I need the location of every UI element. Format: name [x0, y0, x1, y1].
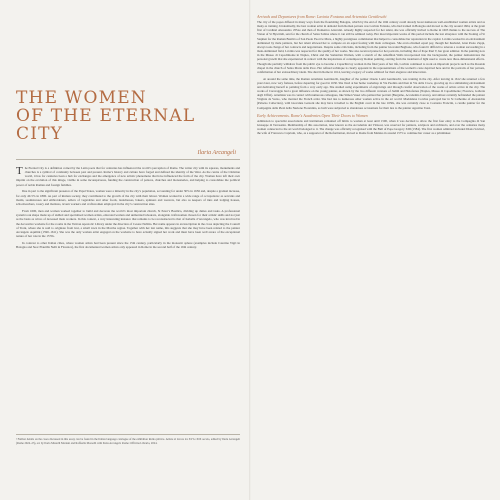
body-paragraph-4: In contrast to other Italian cities, where women artists had been present since the 15th century, particularly in the monastic sphere (examples include Caterina Vigri in Bologna and Suor Plautilla Nelli in Florence), the first documented women artists only appeared in Rome in the second half of the 16th century. [16, 241, 240, 250]
body-paragraph-2: Due in part to the significant presence of the Papal States, women were a minority in the city’s population, accounting for under 30% in 1656 and, despite a gradual increase, for only 40-5% in 1800. As part of Roman society, they contributed to the growth of the city with their labour. Women worked in a wide range of occupations: as servants and maids, seamstresses and embroiderers, sellers of vegetables and other foods, laundresses, bakers, spinners and weavers, but also as keepers of inns and lodging houses, schoolteachers, rosary and mattress, tavern workers and craftswomen employed in the city’s construction sites. [16, 189, 240, 207]
drop-cap: T [16, 164, 23, 177]
section-heading-academies: Early Achievements. Rome’s Academies Open Their Doors to Women [257, 112, 368, 118]
left-page [16, 14, 240, 486]
chapter-title-line2: OF THE ETERNAL CITY [16, 105, 196, 144]
footnote-text: ¹ Further details on the cases discussed in this essay can be found in the Italian language catalogue of the exhibition Roma pittrice. Artiste al lavoro tra XVI e XIX secolo, edited by Ilaria Arcangeli (Rome 2024–25), ed. by Ilaria Miarelli Mariani and Raffaella Morselli with Ilaria Arcangeli. Rome: Officina Libraria, 2024. [16, 437, 240, 445]
section2-paragraph-1: Admission to specialist associations and institutions remained off limits to women at least until 1590, when it was decided to allow the first four entry to the Compagnia di San Giuseppe di Terrasanta. Membership of this association, later known as the Accademia dei Virtuosi, was reserved for painters, sculptors and architects, and over the centuries many women connected to the art world belonged to it. The change was officially recognised with the Bull of Pope Gregory XIII (1584). The first women admitted included Diana Scultori, the wife of Francesco Capriani, who, as a supporter of the Reformation, moved to Rome from Mantua in around 1575 to continue her career as a printmaker. [257, 118, 485, 136]
paragraph-text: he Eternal City is a definition coined by the Latin poets that for centuries has influenced the world’s perception of Rome. The writer city with its squares, monuments and churches is a symbol of continuity between past and present. Rome’s history and culture have forged and defined the identity of the West. As the centre of the Christian world, it has for centuries been a hub for exchanges and the emergence of new artistic phenomena that have influenced the form of the city. Women have left their own imprint on the evolution of this image, visible in some inconspicuous, funding the construction of palaces, churches and monasteries, and helping to consolidate the political power of noble Roman and foreign families. [16, 165, 240, 187]
right-page [257, 14, 485, 486]
body-paragraph-3: From 1600, men and women worked together to build and decorate the world’s most important church, St Peter’s Basilica, dividing up duties and tasks. A professional system took shape made up of skilled and specialised women artists, educated women and unmarried labourers, alongside craftswomen chosen for their artistic skills and not just as the basis as wives of deceased male workers. In this context, a very interesting instance that remains to be reconstructed is that of Isabella d’Arcangelo, who was involved in the decorative worksite for the rooms in the Vatican Apostolic Library under the direction of Cesare Nebbia. Her name appears in an inscription in the cross depicting the Council of Trent, where she is said to originate from Jesi, a small town in the Marche region. Together with her last name, this suggests that she may have been related to the painter Arcangelo Aquilini (1590–1611). She was the only woman artist engaged on the worksite to have actually signed her work and must have been well aware of the exceptional nature of her role in the 1570s. [16, 208, 240, 239]
left-body-text [16, 166, 240, 250]
section1-paragraph-2: At around the same time, the Roman Artemisia Gentileschi, daughter of the painter Orazio Lomi Gentileschi, was training in the city. After leaving in 1612 she returned a few years later, now very famous, before departing for good in 1630. She lived at her home workshop in Via Paolina and then in Via della Croce, growing up in a stimulating environment and dedicating herself to painting from a very early age. She studied using experiments of engravings and through careful observation of the works of artists active in the city. The works of Caravaggio had a great influence on the young painter, as shown by the two different versions of Judith and Holofernes (Naples, Museo di Capodimonte; Florence, Galleria degli Uffizi). Artemisia was in contact with numerous colleagues, like Simon Vouet who painted her portrait (Bergamo, Accademia Carrara), and almost certainly befriended the painter Virginia da Vezzo, who married the French artist. She had ties to numerous other women active in the art world: Maddalena Corvina portrayed her in St Catherine of Alexandria (Palazzo Collection), with Giovanna Garzoni she may have travelled to the English court in the late 1630s, she was certainly close to Costanza Francini, a candle painter for the Compagnia della Pietà della Nazione Fiorentina, as both were subjected to slanderous accusations for their ties to the painter Agostino Tassi. [257, 76, 485, 110]
footnote [16, 434, 240, 446]
chapter-title-line1: THE WOMEN [16, 88, 147, 108]
book-gutter [249, 0, 251, 500]
body-paragraph-1 [16, 166, 240, 187]
chapter-title [16, 90, 240, 144]
author-name: Ilaria Arcangeli [197, 149, 236, 156]
right-body-text [257, 14, 485, 135]
title-divider [16, 159, 240, 160]
section-heading-arrivals: Arrivals and Departures from Rome: Lavinia Fontana and Artemisia Gentileschi [257, 14, 387, 19]
section1-paragraph-1: The city of the popes differed in many ways from the flourishing Bologna, which by the end of the 16th century could already boast numerous well-established women artists and as many as training. Undoubtedly, the best woman artist in demand from Roman patrons was Lavinia Fontana, who had trained in Bologna and moved to the city around 1604, at the grant first of Cardinal Alessandro d’Este and then of Domenico Attavanti. Already highly respected for her talent, she was officially invited to Rome in 1603 thanks to the success of The Vision of St Hyacinth, sent for the church of Santa Sabina where it can still be admired today. Her most important works of this period include the lost altarpiece with the Stoning of St Stephen for the Roman Basilica of San Paolo Fuori le Mura, a highly prestigious commission that helped to consolidate her reputation in the capital. Lavinia worked in an environment dominated by male painters, but her talent allowed her to compete on an equal footing with male colleagues. She even obtained equal pay, though her husband, Gian Paolo Zappi, always took charge of her contracts and negotiations. Despite some criticisms, including from the painter Giovanni Baglione, who found it difficult to tolerate a woman succeeding in a male-dominated field, Lavinia was respected for the quality of her works. She also received praise for her portraits, including that of Pope Paul V, her great admirer. In the painting now in the Museo di Capodimonte in Naples, Christ and the Samaritan Woman, with a stretch of the Amalfitan Walls incorporated into the background, the painter demonstrates the personal growth that she experienced in contact with the inspirations of contemporary Roman painting, starting from the treatment of light used to create new three-dimensional effects. Though she partially withdrew from the public eye to become a Capuchin lay woman in the final years of her life, Lavinia continued to work on important projects such as the Rosaide chapel in the church of Santa Maria della Pace. Her refined technique is clearly apparent in the representations of the women’s caste depicted here and in the portraits of her patrons, confirmation of her extraordinary talent. She died in Rome in 1614, leaving a legacy of works admired for their elegance and innovation. [257, 20, 485, 74]
